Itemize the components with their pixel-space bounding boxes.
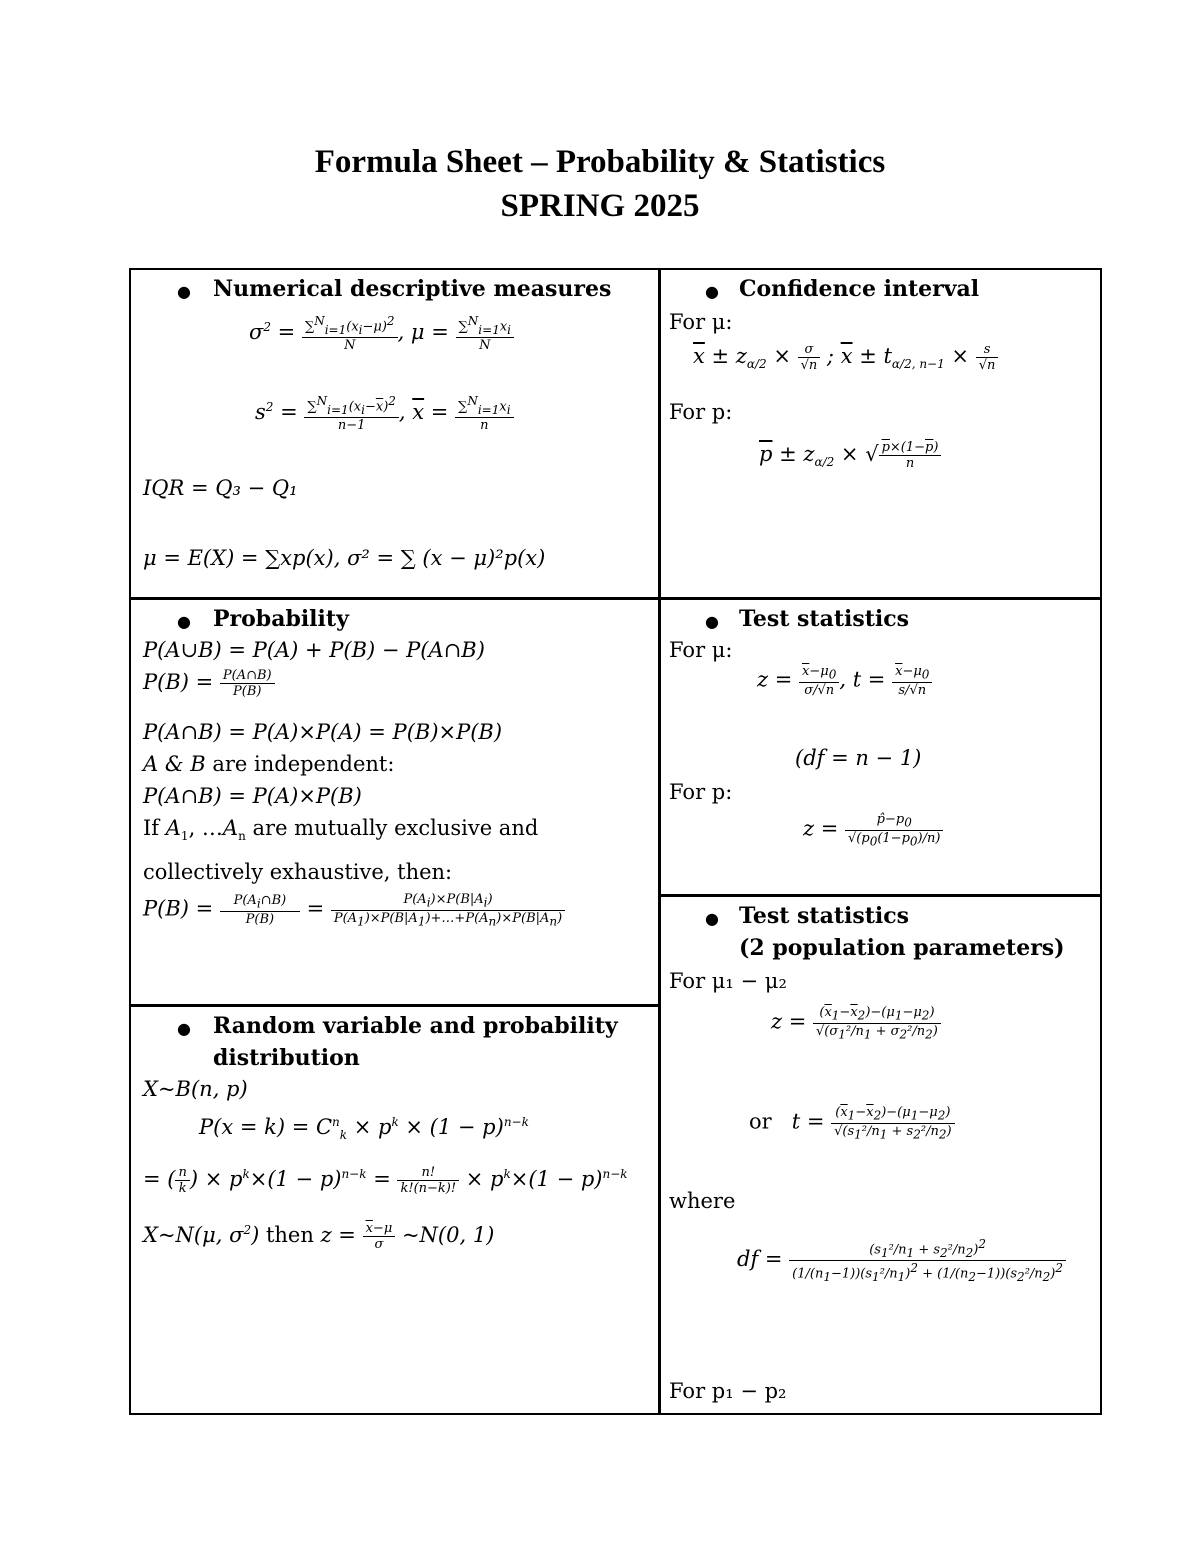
union-rule: P(A∪B) = P(A) + P(B) − P(A∩B) (143, 638, 485, 662)
section-heading: Test statistics (739, 903, 910, 929)
welch-df-formula: df = $\frac{(s_1^2/n_1 + s_2^2/n_2)^2}{(1/(n_1-1))(s_1^2/n_1)^2 + (1/(n_2-1))(s_2^2/n_2)^2}$ (737, 1237, 1066, 1284)
bullet-icon: ● (177, 282, 191, 301)
label-mu-difference: For μ₁ − μ₂ (669, 969, 787, 993)
z-two-sample-formula: z = $\frac{(\overline{x}_1-\overline{x}_2)-(\mu_1-\mu_2)}{√(\sigma_1^2/n_1 + \sigma_2^2/n_2)}$ (771, 1005, 941, 1041)
section-heading: Confidence interval (739, 276, 980, 302)
label-for-p: For p: (669, 780, 733, 804)
formula-table (129, 268, 1102, 1415)
cell-random-variable (131, 1007, 658, 1415)
independence-rule: P(A∩B) = P(A)×P(B) (143, 784, 362, 808)
independence-label: A & B are independent: (143, 752, 395, 776)
mutually-exclusive-text: If $A_1$, $\dots A_n$ are mutually exclusive and (143, 816, 539, 844)
section-heading-continued: distribution (213, 1045, 360, 1071)
cell-two-population (661, 897, 1102, 1415)
sample-variance-formula: $s^2$ = $\frac{\sum^N_{i=1}(x_i-\overline{x})^2}{n-1}$ , $\overline{x}$ = $\frac{\sum^N_{i=1}x_i}{n}$ (255, 394, 514, 433)
cell-confidence (661, 270, 1102, 597)
section-heading: Probability (213, 606, 349, 632)
label-for-mu: For μ: (669, 310, 733, 334)
exhaustive-text: collectively exhaustive, then: (143, 860, 453, 884)
binomial-definition: X~B(n, p) (143, 1077, 248, 1101)
degrees-of-freedom: (df = n − 1) (795, 746, 922, 770)
where-label: where (669, 1189, 736, 1213)
cell-test-statistics (661, 600, 1102, 894)
page-subtitle: SPRING 2025 (500, 188, 700, 224)
z-proportion-formula: z = $\frac{p̂-p_0}{√(p_0(1-p_0)/n)}$ (803, 812, 943, 848)
z-t-statistic-formula: z = $\frac{\overline{x}-\mu_0}{\sigma/√n}$ , t = $\frac{\overline{x}-\mu_0}{s/√n}$ (757, 664, 932, 698)
cell-numerical (131, 270, 658, 597)
bullet-icon: ● (177, 612, 191, 631)
label-p-difference: For p₁ − p₂ (669, 1379, 787, 1403)
section-heading: Random variable and probability (213, 1013, 618, 1039)
conditional-rule: P(B) = $\frac{P(A\cap B)}{P(B)}$ (143, 668, 275, 699)
section-heading-continued: (2 population parameters) (739, 935, 1065, 961)
bullet-icon: ● (705, 612, 719, 631)
bayes-formula: P(B) = $\frac{P(A_i\cap B)}{P(B)}$ = $\frac{P(A_i)\times P(B|A_i)}{P(A_1)\times P(B|A_1)+\dots+P(A_n)\times P(B|A_n)}$ (143, 892, 565, 928)
label-for-p: For p: (669, 400, 733, 424)
page-title: Formula Sheet – Probability & Statistics (314, 144, 886, 180)
section-heading: Numerical descriptive measures (213, 276, 612, 302)
binomial-expanded: = ( $\frac{n}{k}$ ) × $p^k\times(1 - p)^{n-k}$ = $\frac{n!}{k!(n-k)!}$ × $p^k\times(1 - p)^{n-k}$ (143, 1165, 628, 1196)
section-heading: Test statistics (739, 606, 910, 632)
ci-proportion-formula: $\overline{p} \pm z_{\alpha/2}$ × √ $\frac{p\times(1-\overline{p})}{n}$ (759, 440, 941, 471)
iqr-formula: IQR = Q₃ − Q₁ (143, 476, 298, 500)
label-for-mu: For μ: (669, 638, 733, 662)
normal-standardization: X~N(μ, $\sigma^2$) then z = $\frac{\overline{x}-\mu}{\sigma}$ ~N(0, 1) (143, 1221, 495, 1252)
bullet-icon: ● (177, 1019, 191, 1038)
cell-probability (131, 600, 658, 1004)
t-two-sample-formula: or t = $\frac{(\overline{x}_1-\overline{x}_2)-(\mu_1-\mu_2)}{√(s_1^2/n_1 + s_2^2/n_2)}$ (749, 1105, 955, 1141)
ci-mean-formula: $\overline{x} \pm z_{\alpha/2}$ × $\frac{\sigma}{√n}$ ; $\overline{x} \pm t_{\alpha/2, n-1}$ × $\frac{s}{√n}$ (693, 342, 998, 373)
bullet-icon: ● (705, 282, 719, 301)
bullet-icon: ● (705, 909, 719, 928)
expectation-formula: μ = E(X) = ∑xp(x), σ² = ∑ (x − μ)²p(x) (143, 546, 546, 570)
intersection-rule: P(A∩B) = P(A)×P(A) = P(B)×P(B) (143, 720, 503, 744)
population-variance-formula: $\sigma^2$ = $\frac{\sum^N_{i=1}(x_i-\mu)^2}{N}$ , μ = $\frac{\sum^N_{i=1}x_i}{N}$ (249, 314, 514, 353)
binomial-pmf: $P(x = k) = C^n_k \times p^k \times (1 - p)^{n-k}$ (199, 1115, 529, 1143)
